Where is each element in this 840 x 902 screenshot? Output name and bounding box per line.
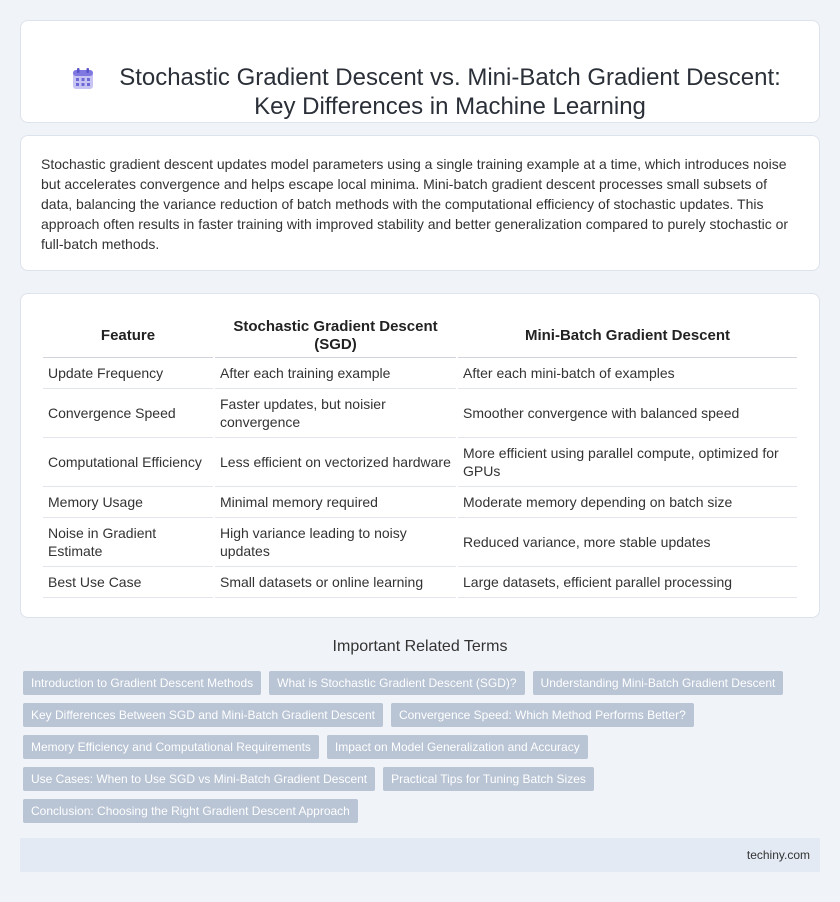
- related-term-tag[interactable]: What is Stochastic Gradient Descent (SGD)?: [269, 671, 524, 695]
- related-term-tag[interactable]: Key Differences Between SGD and Mini-Batch Gradient Descent: [23, 703, 383, 727]
- mini-batch-cell: After each mini-batch of examples: [458, 358, 797, 389]
- summary-card: [20, 135, 820, 271]
- comparison-table-card: [20, 293, 820, 618]
- sgd-cell: After each training example: [215, 358, 456, 389]
- calendar-icon: [71, 67, 95, 91]
- related-term-tag[interactable]: Practical Tips for Tuning Batch Sizes: [383, 767, 594, 791]
- column-header-sgd: Stochastic Gradient Descent (SGD): [215, 314, 456, 358]
- related-terms-title: Important Related Terms: [332, 638, 508, 655]
- column-header-mini-batch: Mini-Batch Gradient Descent: [458, 314, 797, 358]
- related-term-tag[interactable]: Understanding Mini-Batch Gradient Descent: [533, 671, 784, 695]
- mini-batch-cell: Large datasets, efficient parallel processing: [458, 567, 797, 598]
- feature-cell: Convergence Speed: [43, 389, 213, 438]
- table-header-row: [43, 314, 797, 358]
- related-term-tag[interactable]: Use Cases: When to Use SGD vs Mini-Batch Gradient Descent: [23, 767, 375, 791]
- sgd-cell: Small datasets or online learning: [215, 567, 456, 598]
- table-row: [43, 358, 797, 389]
- page-title: Stochastic Gradient Descent vs. Mini-Batch Gradient Descent: Key Differences in Machine Learning: [119, 64, 781, 120]
- table-row: [43, 518, 797, 567]
- feature-cell: Memory Usage: [43, 487, 213, 518]
- feature-cell: Update Frequency: [43, 358, 213, 389]
- summary-text: Stochastic gradient descent updates model parameters using a single training example at a time, which introduces noise but accelerates convergence and helps escape local minima. Mini-batch gradient descent processes small subsets of data, balancing the variance reduction of batch methods with the computational efficiency of stochastic updates. This approach often results in faster training with improved stability and better generalization compared to purely stochastic or full-batch methods.: [41, 156, 789, 252]
- title-card: [20, 20, 820, 123]
- related-term-tag[interactable]: Impact on Model Generalization and Accuracy: [327, 735, 588, 759]
- sgd-cell: Minimal memory required: [215, 487, 456, 518]
- related-term-tag[interactable]: Memory Efficiency and Computational Requirements: [23, 735, 319, 759]
- sgd-cell: High variance leading to noisy updates: [215, 518, 456, 567]
- feature-cell: Noise in Gradient Estimate: [43, 518, 213, 567]
- table-row: [43, 487, 797, 518]
- mini-batch-cell: Moderate memory depending on batch size: [458, 487, 797, 518]
- mini-batch-cell: More efficient using parallel compute, optimized for GPUs: [458, 438, 797, 487]
- mini-batch-cell: Smoother convergence with balanced speed: [458, 389, 797, 438]
- related-terms-list: [23, 671, 813, 831]
- feature-cell: Best Use Case: [43, 567, 213, 598]
- table-row: [43, 389, 797, 438]
- related-term-tag[interactable]: Conclusion: Choosing the Right Gradient Descent Approach: [23, 799, 358, 823]
- sgd-cell: Less efficient on vectorized hardware: [215, 438, 456, 487]
- footer-site-link[interactable]: techiny.com: [746, 848, 810, 862]
- comparison-table: [41, 314, 799, 598]
- feature-cell: Computational Efficiency: [43, 438, 213, 487]
- footer: [20, 838, 820, 872]
- sgd-cell: Faster updates, but noisier convergence: [215, 389, 456, 438]
- related-term-tag[interactable]: Introduction to Gradient Descent Methods: [23, 671, 261, 695]
- table-row: [43, 438, 797, 487]
- related-term-tag[interactable]: Convergence Speed: Which Method Performs Better?: [391, 703, 694, 727]
- column-header-feature: Feature: [43, 314, 213, 358]
- mini-batch-cell: Reduced variance, more stable updates: [458, 518, 797, 567]
- table-row: [43, 567, 797, 598]
